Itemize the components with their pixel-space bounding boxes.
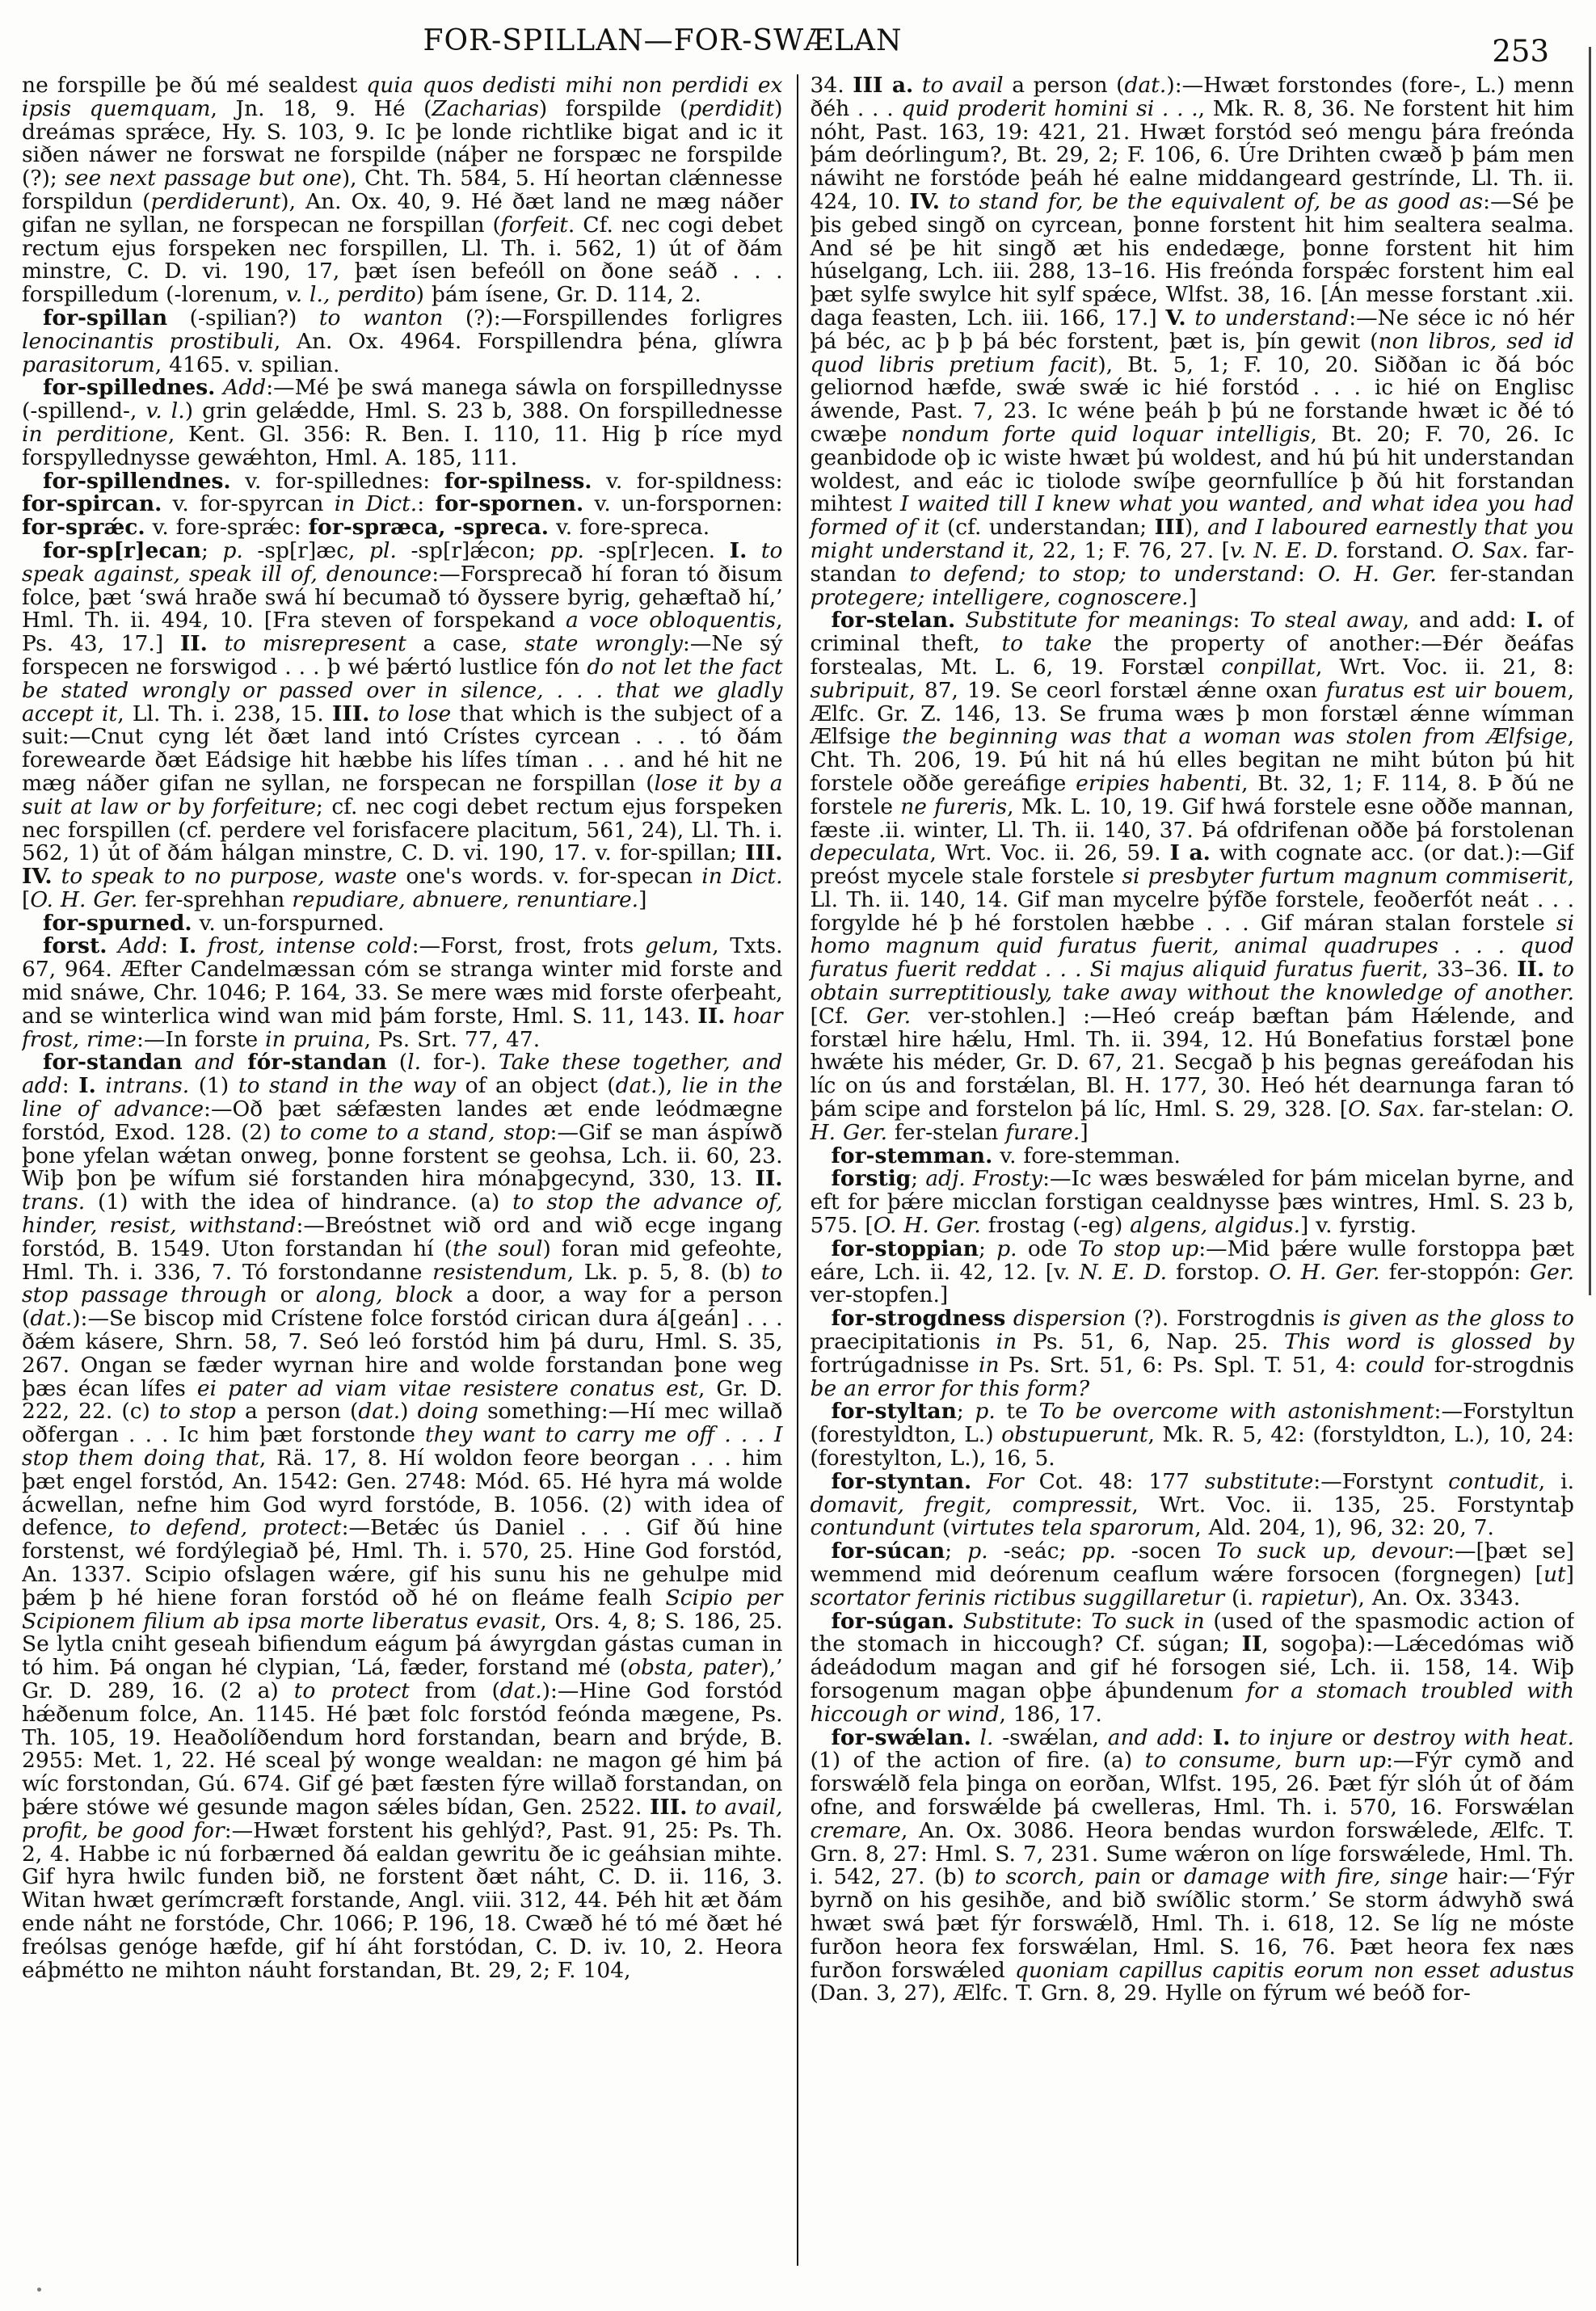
entry-paragraph: for-spillednes. Add:—Mé þe swá manega sáwla on forspillednysse (-spillend-, v. l.) grin gelǽdde, Hml. S. 23 b, 388. On forspillednesse in perditione, Kent. Gl. 356: R. Ben. I. 110, 11. Hig þ ríce myd forspyllednysse gewǽhton, Hml. A. 185, 111. [22, 375, 783, 470]
page-number: 253 [1492, 34, 1549, 69]
entry-paragraph: for-spurned. v. un-forspurned. [43, 910, 385, 936]
entry-paragraph: for-súcan; p. -seác; pp. -socen To suck up, devour:—[þæt se] wemmend mid deórenum ceaflum wǽre forsocen (forgnegen) [ut] scortator ferinis rictibus suggillaretur (i. rapietur), An. Ox. 3343. [810, 1539, 1574, 1610]
left-column [22, 74, 798, 2266]
entry-paragraph: forstig; adj. Frosty:—Ic wæs beswǽled for þám micelan byrne, and eft for þǽre micclan forstigan cealdnysse þæs wintres, Hml. S. 23 b, 575. [O. H. Ger. frostag (-eg) algens, algidus.] v. fyrstig. [810, 1166, 1574, 1239]
entry-paragraph: for-standan and fór-standan (l. for-). Take these together, and add: I. intrans. (1) to stand in the way of an object (dat.), lie in the line of advance:—Oð þæt sǽfæsten landes æt ende leódmægne forstód, Exod. 128. (2) to come to a stand, stop:—Gif se man áspíwð þone yfelan wǽtan onweg, þonne forstent se geohsa, Lch. ii. 60, 23. Wiþ þon þe wífum sié forstanden hira mónaþgecynd, 330, 13. II. trans. (1) with the idea of hindrance. (a) to stop the advance of, hinder, resist, withstand:—Breóstnet wið ord and wið ecge ingang forstód, B. 1549. Uton forstandan hí (the soul) foran mid gefeohte, Hml. Th. i. 336, 7. Tó forstondanne resistendum, Lk. p. 5, 8. (b) to stop passage through or along, block a door, a way for a person (dat.):—Se biscop mid Crístene folce forstód cirican dura á[geán] . . . ðǽm kásere, Shrn. 58, 7. Seó leó forstód him þá duru, Hml. S. 35, 267. Ongan se fæder wyrnan hire and wolde forstandan þone weg þæs écan lífes ei pater ad viam vitae resistere conatus est, Gr. D. 222, 22. (c) to stop a person (dat.) doing something:—Hí mec willað oðfergan . . . Ic him þæt forstonde they want to carry me off . . . I stop them doing that, Rä. 17, 8. Hí woldon feore beorgan . . . him þæt engel forstód, An. 1542: Gen. 2748: Mód. 65. Hé hyra má wolde ácwellan, nefne him God wyrd forstóde, B. 1056. (2) with idea of defence, to defend, protect:—Betǽc ús Daniel . . . Gif ðú hine forstenst, wé fordýlegiað þé, Hml. Th. i. 570, 25. Hine God forstód, An. 1337. Scipio ofslagen wǽre, gif his sunu his ne gehulpe mid þǽm þ hé hiene foran forstód oð hé on fleáme fealh Scipio per Scipionem filium ab ipsa morte liberatus evasit, Ors. 4, 8; S. 186, 25. Se lytla cniht geseah bifiendum eágum þá áwyrgdan gástas cuman in tó him. Þá ongan hé clypian, ‘Lá, fæder, forstand mé (obsta, pater),’ Gr. D. 289, 16. (2 a) to protect from (dat.):—Hine God forstód hǽðenum folce, An. 1145. Hé þæt folc forstód feónda mægene, Ps. Th. 105, 19. Heaðolíðendum hord forstandan, bearn and brýde, B. 2955: Met. 1, 22. Hé sceal þý wonge wealdan: ne magon gé him þá wíc forstondan, Gú. 674. Gif gé þæt fæsten fýre willað forstandan, on þǽre stówe wé gesunde magon sǽles bídan, Gen. 2522. III. to avail, profit, be good for:—Hwæt forstent his gehlýd?, Past. 91, 25: Ps. Th. 2, 4. Habbe ic nú forbærned ðá ealdan gewritu ðe ic geáhsian mihte. Gif hyra hwilc funden bið, ne forstent ðæt náht, C. D. ii. 116, 3. Witan hwæt gerímcræft forstande, Angl. viii. 312, 44. Þéh hit æt ðám ende náht ne forstóde, Chr. 1066; P. 196, 18. Cwæð hé tó mé ðæt hé freólsas genóge hæfde, gif hí áht forstódan, C. D. iv. 10, 2. Heora eáþmétto ne mihton náuht forstandan, Bt. 29, 2; F. 104, [22, 1050, 783, 1983]
entry-paragraph: forst. Add: I. frost, intense cold:—Forst, frost, frots gelum, Txts. 67, 964. Æfter Candelmæssan cóm se stranga winter mid forste and mid snáwe, Chr. 1046; P. 164, 33. Se mere wæs mid forste oferþeaht, and se winterlica wind wan mid þám forste, Hml. S. 11, 143. II. hoar frost, rime:—In forste in pruina, Ps. Srt. 77, 47. [22, 933, 783, 1052]
entry-paragraph: for-súgan. Substitute: To suck in (used of the spasmodic action of the stomach in hiccough? Cf. súgan; II, sogoþa):—Lǽcedómas wið ádeádodum magan and gif hé forsogen sié, Lch. ii. 158, 14. Wiþ forsogenum magan oþþe áþundenum for a stomach troubled with hiccough or wind, 186, 17. [810, 1608, 1574, 1727]
entry-paragraph: for-styltan; p. te To be overcome with astonishment:—Forstyltun (forestyldton, L.) obstupuerunt, Mk. R. 5, 42: (forstyldton, L.), 10, 24: (forestylton, L.), 16, 5. [810, 1399, 1574, 1471]
page-title: FOR-SPILLAN—FOR-SWÆLAN [423, 24, 903, 57]
right-column [798, 74, 1575, 2266]
entry-paragraph: for-swǽlan. l. -swǽlan, and add: I. to injure or destroy with heat. (1) of the action of fire. (a) to consume, burn up:—Fýr cymð and forswǽlð fela þinga on eorðan, Wlfst. 195, 26. Þæt fýr slóh út of ðám ofne, and forswǽlde þá cwelleras, Hml. Th. i. 570, 16. Forswǽlan cremare, An. Ox. 3086. Heora bendas wurdon forswǽlede, Ælfc. T. Grn. 8, 27: Hml. S. 7, 231. Sume wǽron on líge forswǽlede, Hml. Th. i. 542, 27. (b) to scorch, pain or damage with fire, singe hair:—‘Fýr byrnð on his gesihðe, and bið swíðlic storm.’ Se storm ádwyhð swá hwæt swá þæt fýr forswǽlð, Hml. Th. i. 618, 12. Se líg ne móste furðon heora fex forswǽlan, Hml. S. 16, 76. Þæt heora fex næs furðon forswǽled quoniam capillus capitis eorum non esset adustus (Dan. 3, 27), Ælfc. T. Grn. 8, 29. Hylle on fýrum wé beóð for- [810, 1724, 1574, 2006]
entry-paragraph: for-stemman. v. fore-stemman. [831, 1143, 1181, 1168]
entry-paragraph: for-stelan. Substitute for meanings: To steal away, and add: I. of criminal theft, to take the property of another:—Ðér ðeáfas forstealas, Mt. L. 6, 19. Forstæl conpillat, Wrt. Voc. ii. 21, 8: subripuit, 87, 19. Se ceorl forstæl ǽnne oxan furatus est uir bouem, Ælfc. Gr. Z. 146, 13. Se fruma wæs þ mon forstæl ǽnne wímman Ælfsige the beginning was that a woman was stolen from Ælfsige, Cht. Th. 206, 19. Þú hit ná hú elles begitan ne miht búton þú hit forstele oððe gereáfige eripies habenti, Bt. 32, 1; F. 114, 8. Þ ðú ne forstele ne fureris, Mk. L. 10, 19. Gif hwá forstele esne oððe mannan, fæste .ii. winter, Ll. Th. ii. 140, 37. Þá ofdrifenan oððe þá forstolenan depeculata, Wrt. Voc. ii. 26, 59. I a. with cognate acc. (or dat.):—Gif preóst mycele stale forstele si presbyter furtum magnum commiserit, Ll. Th. ii. 140, 14. Gif man mycelre þýfðe forstele, feoðerfót neát . . . forgylde hé þ hé forstolen hæbbe . . . Gif máran stalan forstele si homo magnum quid furatus fuerit, animal quadrupes . . . quod furatus fuerit reddat . . . Si majus aliquid furatus fuerit, 33–36. II. to obtain surreptitiously, take away without the knowledge of another. [Cf. Ger. ver-stohlen.] :—Heó creáp bæftan þám Hǽlende, and forstæl hire hǽlu, Hml. Th. ii. 394, 12. Hú Bonefatius forstæl þone hwǽte his méder, Gr. D. 67, 21. Secgað þ his þegnas gereáfodan his líc on ús and forstǽlan, Bl. H. 177, 30. Heó hét dearnunga faran tó þám scipe and forstelon þá líc, Hml. S. 29, 328. [O. Sax. far-stelan: O. H. Ger. fer-stelan furare.] [810, 608, 1574, 1145]
entry-paragraph: for-sp[r]ecan; p. -sp[r]æc, pl. -sp[r]ǽcon; pp. -sp[r]ecen. I. to speak against, speak ill of, denounce:—Forsprecað hí foran tó ðisum folce, þæt ‘swá hraðe swá hí becumað tó ðyssere byrig, gehæftað hí,’ Hml. Th. ii. 494, 10. [Fra steven of forspekand a voce obloquentis, Ps. 43, 17.] II. to misrepresent a case, state wrongly:—Ne sý forspecen ne forswigod . . . þ wé þǽrtó lustlice fón do not let the fact be stated wrongly or passed over in silence, . . . that we gladly accept it, Ll. Th. i. 238, 15. III. to lose that which is the subject of a suit:—Cnut cyng lét ðæt land intó Crístes cyrcean . . . tó ðám forewearde ðæt Eádsige hit hæbbe his lífes tíman . . . and hé hit ne mæg náðer gifan ne syllan, ne forspecan ne forspillan (lose it by a suit at law or by forfeiture; cf. nec cogi debet rectum ejus forspeken nec forspillen (cf. perdere vel forisfacere placitum, 561, 24), Ll. Th. i. 562, 1) út of ðám hálgan minstre, C. D. vi. 190, 17. v. for-spillan; III. IV. to speak to no purpose, waste one's words. v. for-specan in Dict. [O. H. Ger. fer-sprehhan repudiare, abnuere, renuntiare.] [22, 537, 783, 912]
entry-paragraph: for-strogdness dispersion (?). Forstrogdnis is given as the gloss to praecipitationis in Ps. 51, 6, Nap. 25. This word is glossed by fortrúgadnisse in Ps. Srt. 51, 6: Ps. Spl. T. 51, 4: could for-strogdnis be an error for this form? [810, 1306, 1574, 1401]
entry-paragraph: for-spillan (-spilian?) to wanton (?):—Forspillendes forligres lenocinantis prostibuli, An. Ox. 4964. Forspillendra þéna, glíwra parasitorum, 4165. v. spilian. [22, 305, 783, 377]
page-edge-scan-artifact [1589, 47, 1591, 1295]
text-columns [22, 74, 1574, 2266]
entry-paragraph: 34. III a. to avail a person (dat.):—Hwæt forstondes (fore-, L.) menn ðéh . . . quid proderit homini si . . ., Mk. R. 8, 36. Ne forstent hit him nóht, Past. 163, 19: 421, 21. Hwæt forstód seó mengu þára freónda þám deórlingum?, Bt. 29, 2; F. 106, 6. Úre Drihten cwæð þ þám men náwiht ne forstóde þeáh hé ealne middangeard gestrínde, Ll. Th. ii. 424, 10. IV. to stand for, be the equivalent of, be as good as:—Sé þe þis gebed singð on cyrcean, þonne forstent hit him sealtera sealma. And sé þe hit singð æt his endedæge, þonne forstent hit him húselgang, Lch. iii. 288, 13–16. His freónda forspǽc forstent him eal þæt sylfe swylce hit sylf spǽce, Wlfst. 38, 16. [Án messe forstant .xii. daga feasten, Lch. iii. 166, 17.] V. to understand:—Ne séce ic nó hér þá béc, ac þ þ þá béc forstent, þæt is, þín gewit (non libros, sed id quod libris pretium facit), Bt. 5, 1; F. 10, 20. Siððan ic ðá bóc geliornod hæfde, swǽ swǽ ic hié forstód . . . ic hié on Englisc áwende, Past. 7, 23. Ic wéne þeáh þ þú ne forstande hwæt ic ðé tó cwæþe nondum forte quid loquar intelligis, Bt. 20; F. 70, 26. Ic geanbidode oþ ic wiste hwæt þú woldest, and hú þú hit understandan woldest, and eác ic tiolode swíþe geornfullíce þ ðú hit forstandan mihtest I waited till I knew what you wanted, and what idea you had formed of it (cf. understandan; III), and I laboured earnestly that you might understand it, 22, 1; F. 76, 27. [v. N. E. D. forstand. O. Sax. far-standan to defend; to stop; to understand: O. H. Ger. fer-standan protegere; intelligere, cognoscere.] [810, 74, 1574, 610]
entry-paragraph: for-stoppian; p. ode To stop up:—Mid þǽre wulle forstoppa þæt eáre, Lch. ii. 42, 12. [v. N. E. D. forstop. O. H. Ger. fer-stoppón: Ger. ver-stopfen.] [810, 1235, 1574, 1308]
entry-paragraph: for-spillendnes. v. for-spillednes: for-spilness. v. for-spildness: for-spircan. v. for-spyrcan in Dict.: for-spornen. v. un-forspornen: for-sprǽc. v. fore-sprǽc: for-spræca, -spreca. v. fore-spreca. [22, 468, 783, 541]
ink-speck [37, 2288, 41, 2292]
entry-paragraph: for-styntan. For Cot. 48: 177 substitute:—Forstynt contudit, i. domavit, fregit, compressit, Wrt. Voc. ii. 135, 25. Forstyntaþ contundunt (virtutes tela sparorum, Ald. 204, 1), 96, 32: 20, 7. [810, 1468, 1574, 1541]
entry-paragraph: ne forspille þe ðú mé sealdest quia quos dedisti mihi non perdidi ex ipsis quemquam, Jn. 18, 9. Hé (Zacharias) forspilde (perdidit) dreámas sprǽce, Hy. S. 103, 9. Ic þe londe richtlike bigat and ic it siðen náwer ne forswat ne forspilde (náþer ne forspæc ne forspilde (?); see next passage but one), Cht. Th. 584, 5. Hí heortan clǽnnesse forspildun (perdiderunt), An. Ox. 40, 9. Hé ðæt land ne mæg náðer gifan ne syllan, ne forspecan ne forspillan (forfeit. Cf. nec cogi debet rectum ejus forspeken nec forspillen, Ll. Th. i. 562, 1) út of ðám minstre, C. D. vi. 190, 17, þæt ísen befeóll on ðone seáð . . . forspilledum (-lorenum, v. l., perdito) þám ísene, Gr. D. 114, 2. [22, 74, 783, 308]
